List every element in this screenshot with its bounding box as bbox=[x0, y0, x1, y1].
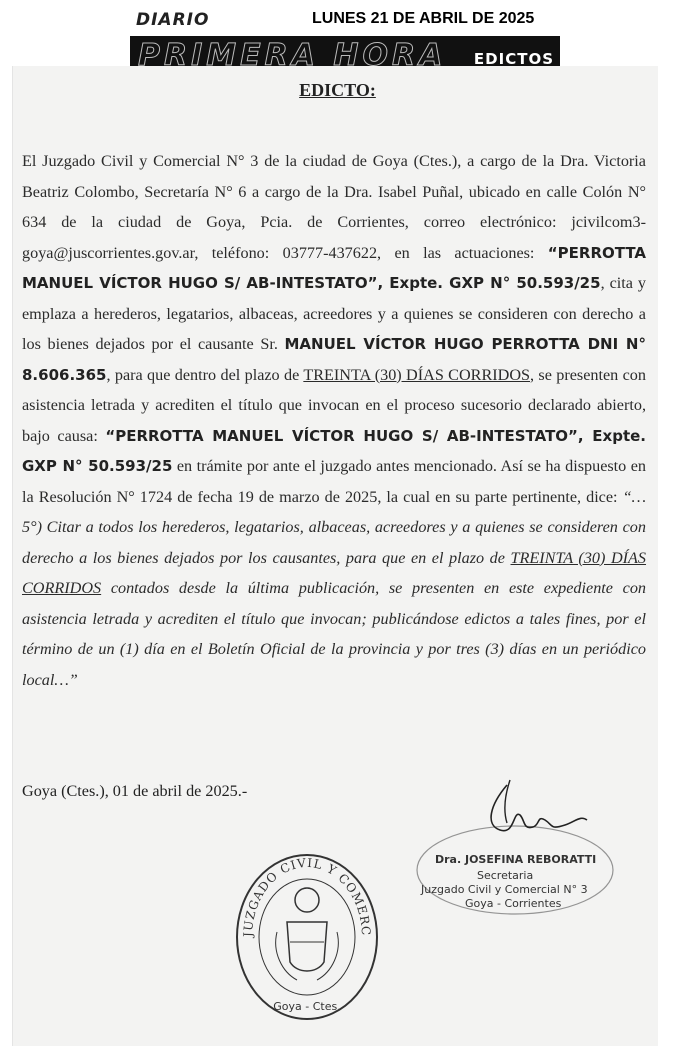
body-text-1: El Juzgado Civil y Comercial N° 3 de la ciudad de Goya (Ctes.), a cargo de la Dra. Victoria Beatriz Colombo, Secretaría N° 6 a cargo de la Dra. Isabel Puñal, ubicado en calle Colón N° 634 de la ciudad de Goya, Pcia. de Corrientes, correo electrónico: jcivilcom3-goya@juscorrientes.gov.ar, teléfono: 03777-437622, en las actuaciones: bbox=[22, 152, 646, 262]
svg-text:JUZGADO CIVIL Y COMERCIAL N°3 bbox=[232, 842, 373, 939]
deadline-underlined: TREINTA (30) DÍAS CORRIDOS bbox=[303, 365, 531, 384]
newspaper-masthead bbox=[130, 10, 560, 66]
section-label: EDICTOS bbox=[473, 50, 554, 66]
body-text-4: , se presenten con asistencia letrada y acrediten el título que invocan en el proceso sucesorio declarado abierto, bajo causa: bbox=[22, 365, 646, 445]
body-text-3: , para que dentro del plazo de bbox=[106, 365, 300, 384]
masthead-banner bbox=[130, 36, 560, 66]
seal-arc-text: JUZGADO CIVIL Y COMERC bbox=[240, 855, 374, 938]
case-caption-2: “PERROTTA MANUEL VÍCTOR HUGO S/ AB-INTESTATO”, Expte. GXP N° 50.593/25 bbox=[22, 426, 646, 475]
deceased-name: MANUEL VÍCTOR HUGO PERROTTA DNI N° 8.606.365 bbox=[22, 335, 646, 384]
edict-title: EDICTO: bbox=[299, 80, 376, 100]
signature-block bbox=[415, 775, 625, 915]
body-text-5: en trámite por ante el juzgado antes mencionado. Así se ha dispuesto en la Resolución N° 1724 de fecha 19 de marzo de 2025, la cual en su parte pertinente, dice: bbox=[22, 457, 647, 506]
masthead-name: PRIMERA HORA bbox=[138, 38, 447, 66]
edict-body bbox=[22, 146, 646, 695]
place-date-line: Goya (Ctes.), 01 de abril de 2025.- bbox=[22, 782, 248, 800]
signer-role: Secretaria bbox=[477, 869, 534, 882]
body-text-2: , cita y emplaza a herederos, legatarios, albaceas, acreedores y a quienes se consideren con derecho a los bienes dejados por el causante Sr. bbox=[22, 274, 646, 353]
quoted-deadline: TREINTA (30) DÍAS CORRIDOS bbox=[22, 548, 647, 597]
signer-court: Juzgado Civil y Comercial N° 3 bbox=[421, 883, 588, 896]
publication-date: LUNES 21 DE ABRIL DE 2025 bbox=[312, 10, 535, 27]
quoted-resolution-1: “…5°) Citar a todos los herederos, legatarios, albaceas, acreedores y a quienes se consideren con derecho a los bienes dejados por los causantes, para que en el plazo de bbox=[22, 487, 647, 567]
masthead-small-title: DIARIO bbox=[136, 10, 210, 30]
case-caption-1: “PERROTTA MANUEL VÍCTOR HUGO S/ AB-INTESTATO”, Expte. GXP N° 50.593/25 bbox=[22, 243, 646, 292]
court-seal bbox=[232, 842, 382, 1022]
court-seal-graphic bbox=[232, 842, 382, 1022]
signer-city: Goya - Corrientes bbox=[465, 897, 562, 910]
quoted-resolution-2: contados desde la última publicación, se presenten en este expediente con asistencia letrada y acrediten el título que invocan; publicándose edictos a tales fines, por el término de un (1) día en el Boletín Oficial de la provincia y por tres (3) días en un periódico local…” bbox=[22, 579, 647, 689]
seal-bottom-text: Goya - Ctes. bbox=[273, 1000, 341, 1013]
signer-name: Dra. JOSEFINA REBORATTI bbox=[435, 853, 597, 866]
